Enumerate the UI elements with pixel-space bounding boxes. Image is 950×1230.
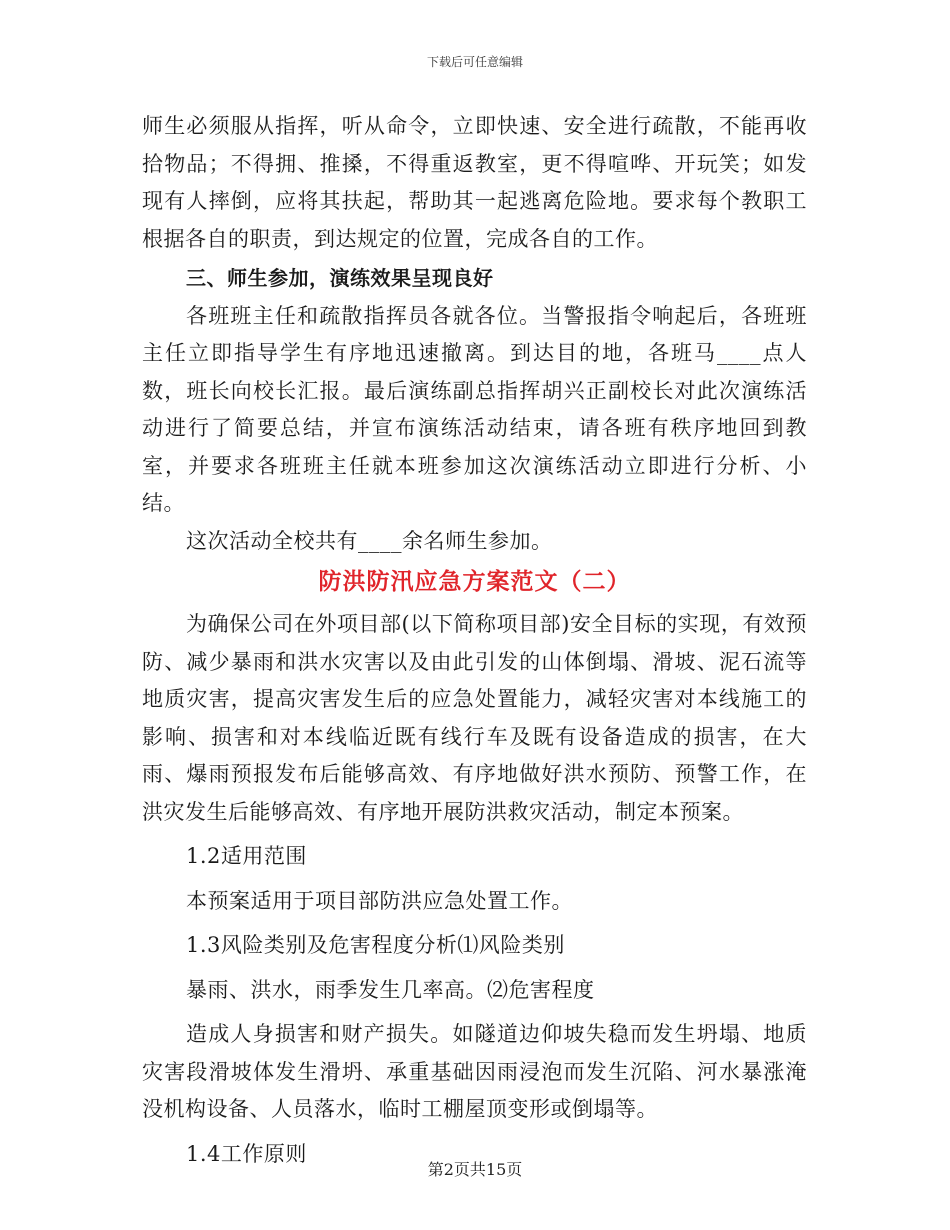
paragraph-purpose: 为确保公司在外项目部(以下简称项目部)安全目标的实现，有效预防、减少暴雨和洪水灾害以及由此引发的山体倒塌、滑坡、泥石流等地质灾害，提高灾害发生后的应急处置能力，减轻灾害对本线施工的影响、损害和对本线临近既有线行车及既有设备造成的损害，在大雨、爆雨预报发布后能够高效、有序地做好洪水预防、预警工作，在洪灾发生后能够高效、有序地开展防洪救灾活动，制定本预案。 bbox=[142, 612, 807, 824]
document-title: 防洪防汛应急方案范文（二） bbox=[318, 569, 631, 595]
section-heading-3: 三、师生参加，演练效果呈现良好 bbox=[186, 266, 494, 290]
document-body bbox=[142, 108, 807, 1173]
paragraph-scope: 本预案适用于项目部防洪应急处置工作。 bbox=[186, 888, 573, 913]
page-footer: 第2页共15页 bbox=[427, 1160, 523, 1179]
paragraph-harm: 造成人身损害和财产损失。如隧道边仰坡失稳而发生坍塌、地质灾害段滑坡体发生滑坍、承重基础因雨浸泡而发生沉陷、河水暴涨淹没机构设备、人员落水，临时工棚屋顶变形或倒塌等。 bbox=[142, 1022, 807, 1121]
paragraph-drill-process: 各班班主任和疏散指挥员各就各位。当警报指令响起后，各班班主任立即指导学生有序地迅速撤离。到达目的地，各班马____点人数，班长向校长汇报。最后演练副总指挥胡兴正副校长对此次演练活动进行了简要总结，并宣布演练活动结束，请各班有秩序地回到教室，并要求各班班主任就本班参加这次演练活动立即进行分析、小结。 bbox=[142, 303, 807, 515]
paragraph-evacuation-rules: 师生必须服从指挥，听从命令，立即快速、安全进行疏散，不能再收拾物品；不得拥、推搡，不得重返教室，更不得喧哗、开玩笑；如发现有人摔倒，应将其扶起，帮助其一起逃离危险地。要求每个教职工根据各自的职责，到达规定的位置，完成各自的工作。 bbox=[142, 114, 807, 251]
paragraph-participants: 这次活动全校共有____余名师生参加。 bbox=[186, 528, 553, 553]
heading-principles: 1.4工作原则 bbox=[186, 1141, 307, 1166]
paragraph-risk: 暴雨、洪水，雨季发生几率高。⑵危害程度 bbox=[186, 977, 595, 1002]
heading-scope: 1.2适用范围 bbox=[186, 844, 307, 868]
page-header: 下载后可任意编辑 bbox=[426, 55, 523, 69]
heading-risk: 1.3风险类别及危害程度分析⑴风险类别 bbox=[186, 933, 565, 957]
